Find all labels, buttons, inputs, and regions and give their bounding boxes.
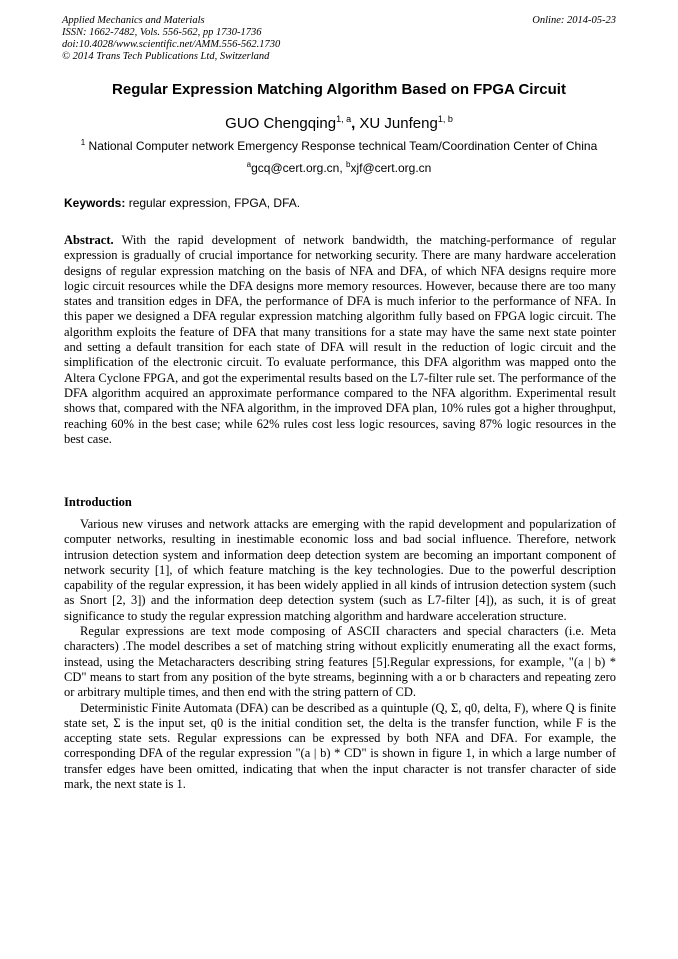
email-b: xjf@cert.org.cn [350,161,432,175]
keywords [64,196,616,210]
affiliation-sup: 1 [80,138,86,147]
paper-title: Regular Expression Matching Algorithm Based on FPGA Circuit [112,81,566,98]
author-1-sup: 1, a [336,114,352,124]
email-b-sup: b [346,160,351,169]
abstract-text: With the rapid development of network bandwidth, the matching-performance of regular expression is gradually of crucial importance for networking security. There are many hardware acceleration designs of regular expression matching on the basis of NFA and DFA, of which NFA designs require more logic circuit resources while the DFA designs more memory resources. However, because there are too many states and transition edges in DFA, the performance of DFA is much inferior to the performance of NFA. In this paper we designed a DFA regular expression matching algorithm fully based on FPGA logic circuit. The algorithm exploits the feature of DFA that many transitions for a state may have the same next state pointer and setting a default transition for each state of DFA will result in the reduction of logic circuit and the simplification of the electronic circuit. To evaluate performance, this DFA algorithm was mapped onto the Altera Cyclone FPGA, and got the experimental results based on the L7-filter rule set. The performance of the DFA algorithm acquired an approximate performance compared to the NFA algorithm. Experimental result shows that, compared with the NFA algorithm, in the improved DFA plan, 10% rules got a higher throughput, reaching 60% in the best case; while 62% rules cost less logic resources, saving 87% logic resources in the best case. [64,233,616,446]
intro-paragraph-3: Deterministic Finite Automata (DFA) can be described as a quintuple (Q, Σ, q0, delta, F), where Q is finite state set, Σ is the input set, q0 is the initial condition set, the delta is the transfer function, while F is the accepting state sets. Regular expressions can be expressed by both NFA and DFA. For example, the corresponding DFA of the regular expression "(a | b) * CD" is shown in figure 1, in which a large number of transfer edges have been omitted, indicating that when the input character is not transfer character of side mark, the next state is 1. [64,700,616,792]
keywords-label: Keywords: [64,196,126,210]
email-a: gcq@cert.org.cn, [251,161,346,175]
author-1: GUO Chengqing [225,115,337,132]
intro-paragraph-2: Regular expressions are text mode composing of ASCII characters and special characters (i.e. Meta characters) .The model describes a set of matching string without explicitly enumerating all the exact forms, instead, using the Metacharacters describing string features [5].Regular expressions, for example, "(a | b) * CD" means to start from any position of the byte streams, beginning with a or b characters and repeating zero or arbitrary multiple times, and then end with the string pattern of CD. [64,624,616,700]
doi-line: doi:10.4028/www.scientific.net/AMM.556-562.1730 [62,39,281,50]
author-emails [40,160,638,175]
journal-name: Applied Mechanics and Materials [62,15,205,26]
email-a-sup: a [246,160,252,169]
author-list [40,114,638,132]
author-2: XU Junfeng [359,115,438,132]
affiliation-text: National Computer network Emergency Response technical Team/Coordination Center of China [85,139,598,153]
keywords-text: regular expression, FPGA, DFA. [125,196,301,210]
abstract-label: Abstract. [64,233,114,247]
online-date: Online: 2014-05-23 [532,15,616,26]
introduction-body [64,517,616,792]
affiliation [30,138,648,153]
author-separator: , [351,115,360,132]
journal-header [62,15,616,63]
copyright-line: © 2014 Trans Tech Publications Ltd, Switzerland [62,51,270,62]
issn-line: ISSN: 1662-7482, Vols. 556-562, pp 1730-1736 [62,27,262,38]
author-2-sup: 1, b [437,114,453,124]
introduction-heading: Introduction [64,495,132,509]
abstract [64,233,616,447]
intro-paragraph-1: Various new viruses and network attacks are emerging with the rapid development and popularization of computer networks, resulting in inestimable economic loss and bad social influence. Therefore, network intrusion detection system and information deep detection system are becoming an important component of network security [1], of which feature matching is the key technologies. Due to the powerful description capability of the regular expression, it has been widely applied in all kinds of intrusion detection system (such as Snort [2, 3]) and the information deep detection system (such as L7-filter [4]), as such, it is of great significance to study the regular expression matching algorithm and hardware acceleration structure. [64,517,616,623]
